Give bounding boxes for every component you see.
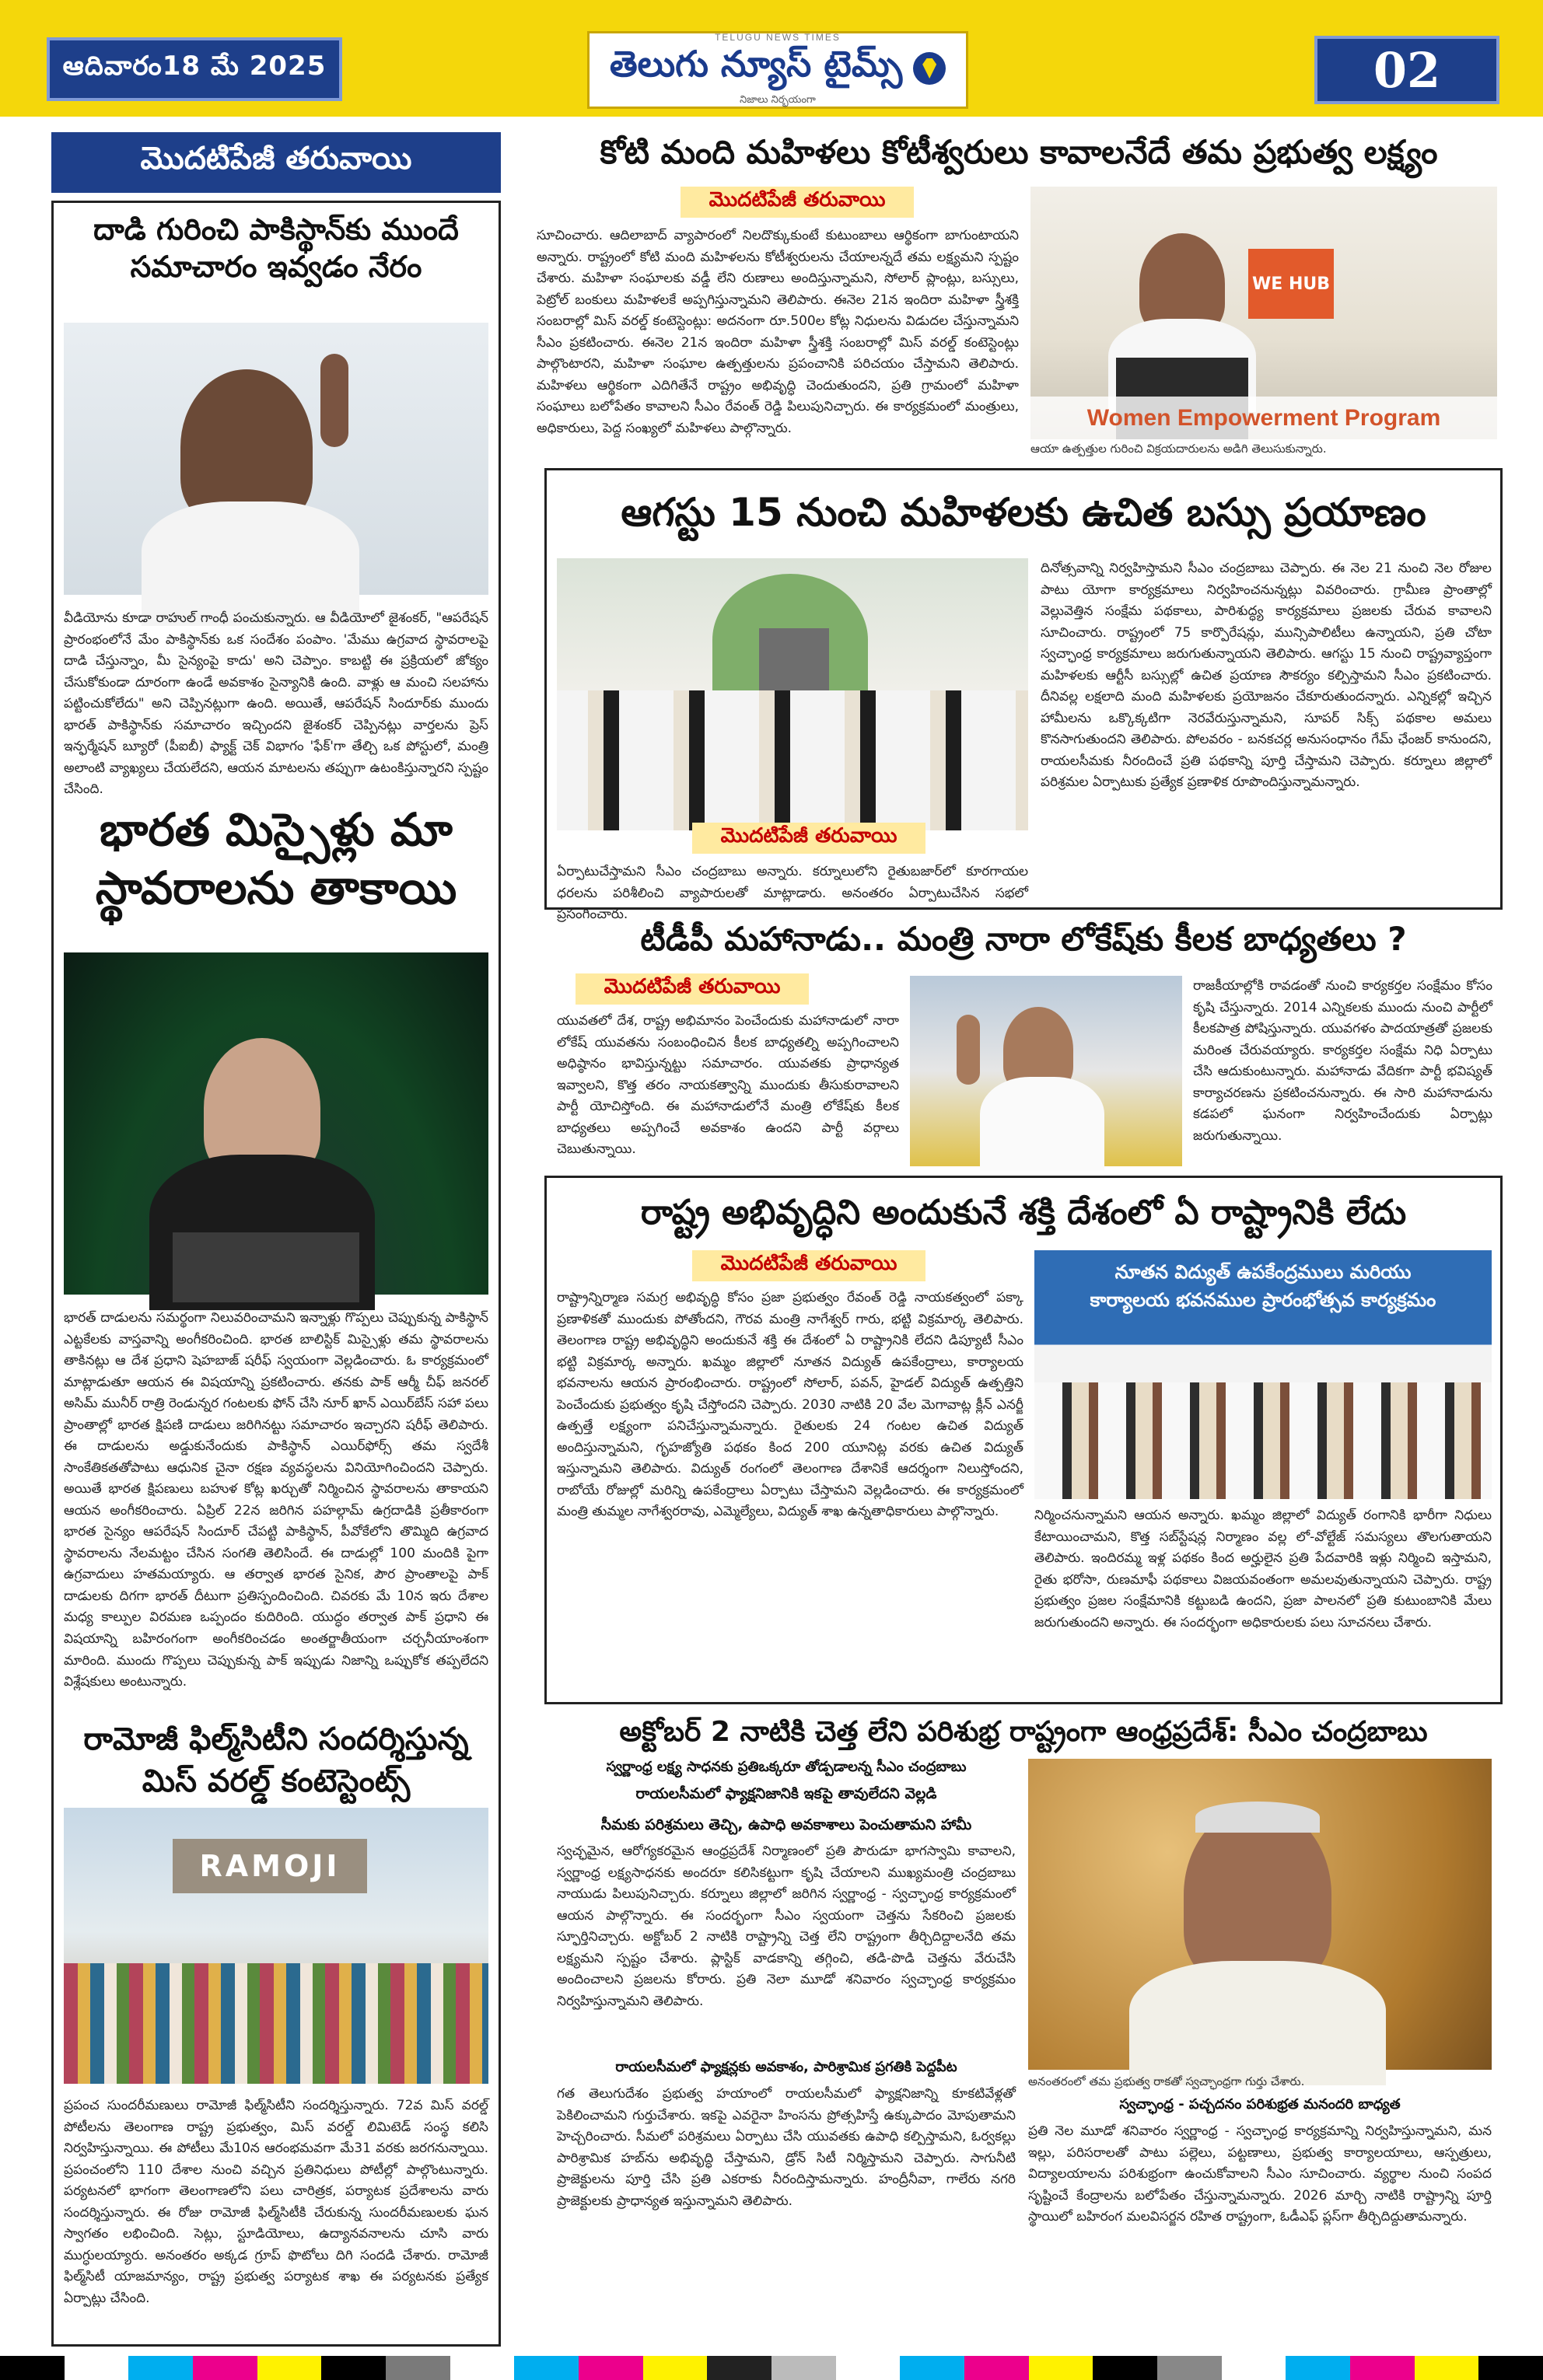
brand-name-text: తెలుగు న్యూస్ టైమ్స్ bbox=[609, 43, 903, 85]
issue-date: ఆదివారం18 మే 2025 bbox=[47, 37, 342, 101]
photo-chandrababu-inauguration bbox=[557, 558, 1028, 830]
continued-label-state-power: మొదటిపేజీ తరువాయి bbox=[692, 1250, 925, 1281]
headline-miss-world-ramoji: రామోజీ ఫిల్మ్‌సిటీని సందర్శిస్తున్న మిస్ వరల్డ్ కంటెస్టెంట్స్ bbox=[83, 1721, 469, 1799]
headline-free-bus: ఆగస్టు 15 నుంచి మహిళలకు ఉచిత బస్సు ప్రయాణం bbox=[621, 490, 1426, 535]
headline-mahanadu: టీడీపీ మహానాడు.. మంత్రి నారా లోకేష్‌కు కీలక బాధ్యతలు ? bbox=[640, 920, 1407, 958]
masthead bbox=[0, 0, 1543, 117]
photo-banner-women-program: Women Empowerment Program bbox=[1030, 397, 1497, 439]
continued-label-free-bus: మొదటిపేజీ తరువాయి bbox=[692, 823, 925, 854]
newspaper-logo bbox=[587, 31, 968, 109]
story-oct2-body2: గత తెలుగుదేశం ప్రభుత్వ హయాంలో రాయలసీమలో ఫ్యాక్షనిజాన్ని కూకటివేళ్లతో పెకిలించామని గుర్తుచేశారు. ఇకపై ఎవరైనా హింసను ప్రోత్సహిస్తే ఉక్కుపాదం మోపుతామని హెచ్చరించారు. సీమలో పరిశ్రమలు ఏర్పాటు చేసి యువతకు ఉపాధి కల్పిస్తామని, ఓర్వకల్లు పారిశ్రామిక హబ్‌ను అభివృద్ధి చేస్తామని, డ్రోన్ సిటీ నిర్మిస్తామని చెప్పారు. సాగునీటి ప్రాజెక్టులను పూర్తి చేసి ప్రతి ఎకరాకు నీరందిస్తామన్నారు. హంద్రీనీవా, గాలేరు నగరి ప్రాజెక్టులకు ప్రాధాన్యత ఇస్తున్నామని తెలిపారు. bbox=[557, 2086, 1016, 2209]
photo-chandrababu-naidu bbox=[1028, 1759, 1492, 2070]
subhead-swarnandhra: స్వర్ణాంధ్ర లక్ష్య సాధనకు ప్రతిఒక్కరూ తోడ్పడాలన్న సీఎం చంద్రబాబు bbox=[606, 1759, 967, 1775]
continued-label-mahanadu: మొదటిపేజీ తరువాయి bbox=[576, 973, 809, 1005]
page-number: 02 bbox=[1314, 36, 1499, 104]
photo-revanth-reddy-women-event bbox=[1030, 187, 1497, 439]
story-state-power-left: రాష్ట్రాన్నిర్మాణ సమగ్ర అభివృద్ధి కోసం ప్రజా ప్రభుత్వం రేవంత్ రెడ్డి నాయకత్వంలో పక్కా ప్రణాళికతో ముందుకు పోతోందని, గౌరవ మంత్రి నాగేశ్వర్ గారు, భట్టి విక్రమార్క తెలిపారు. తెలంగాణ రాష్ట్ర అభివృద్ధిని అందుకునే శక్తి ఈ దేశంలో ఏ రాష్ట్రానికి లేదని డిప్యూటీ సీఎం భట్టి విక్రమార్క అన్నారు. ఖమ్మం జిల్లాలో నూతన విద్యుత్ ఉపకేంద్రాలు, కార్యాలయ భవనాలను ఆయన ప్రారంభించారు. రాష్ట్రంలో సోలార్, పవన్, హైడల్ విద్యుత్ ఉత్పత్తిని పెంచేందుకు ప్రభుత్వం కృషి చేస్తోందని చెప్పారు. 2030 నాటికి 20 వేల మెగావాట్ల క్లీన్ ఎనర్జీ ఉత్పత్తే లక్ష్యంగా పనిచేస్తున్నామన్నారు. రైతులకు 24 గంటల ఉచిత విద్యుత్ అందిస్తున్నామని, గృహజ్యోతి పథకం కింద 200 యూనిట్ల వరకు ఉచిత విద్యుత్ ఇస్తున్నామని తెలిపారు. విద్యుత్ రంగంలో తెలంగాణ దేశానికే ఆదర్శంగా నిలుస్తోందని, రాబోయే రోజుల్లో మరిన్ని ఉపకేంద్రాలు ఏర్పాటు చేస్తామని వెల్లడించారు. ఈ కార్యక్రమంలో మంత్రి తుమ్మల నాగేశ్వరరావు, ఎమ్మెల్యేలు, విద్యుత్ శాఖ ఉన్నతాధికారులు పాల్గొన్నారు. bbox=[557, 1290, 1024, 1520]
pen-nib-icon bbox=[913, 52, 946, 85]
photo-miss-world-contestants bbox=[64, 1808, 488, 2084]
story-indian-missiles-body: భారత్ దాడులను సమర్థంగా నిలువరించామని ఇన్నాళ్లు గొప్పలు చెప్పుకున్న పాకిస్థాన్ ఎట్టకేలకు వాస్తవాన్ని అంగీకరించింది. భారత బాలిస్టిక్ మిస్సైళ్లు తమ స్థావరాలను తాకినట్లు ఆ దేశ ప్రధాని షెహబాజ్ షరీఫ్ స్వయంగా వెల్లడించారు. ఓ కార్యక్రమంలో మాట్లాడుతూ ఆయన ఈ విషయాన్ని ప్రకటించారు. తనకు పాక్ ఆర్మీ చీఫ్ జనరల్ అసిమ్ మునీర్ రాత్రి రెండున్నర గంటలకు ఫోన్ చేసి నూర్ ఖాన్ ఎయిర్‌బేస్ సహా పలు ప్రాంతాల్లో భారత క్షిపణి దాడులు జరిగినట్టు సమాచారం ఇచ్చారని షరీఫ్ తెలిపారు. ఈ దాడులను అడ్డుకునేందుకు పాకిస్థాన్ ఎయిర్‌ఫోర్స్ తమ స్వదేశీ సాంకేతికతతోపాటు ఆధునిక చైనా రక్షణ వ్యవస్థలను వినియోగించిందని చెప్పారు. అయితే భారత క్షిపణులు బహుళ కోట్ల ఖర్చుతో నిర్మించిన స్థావరాలను తాకాయని ఆయన అంగీకరించారు. ఏప్రిల్ 22న జరిగిన పహల్గామ్ ఉగ్రదాడికి ప్రతీకారంగా భారత సైన్యం ఆపరేషన్ సిందూర్ చేపట్టి పాకిస్థాన్, పీవోకేలోని తొమ్మిది ఉగ్రవాద స్థావరాలను నేలమట్టం చేసిన సంగతి తెలిసిందే. ఈ దాడుల్లో 100 మందికి పైగా ఉగ్రవాదులు హతమయ్యారు. ఆ తర్వాత భారత సైనిక, పౌర ప్రాంతాలపై పాక్ దాడులకు దిగగా భారత్ దీటుగా ప్రతిస్పందించింది. చివరకు మే 10న ఇరు దేశాల మధ్య కాల్పుల విరమణ ఒప్పందం కుదిరింది. యుద్ధం తర్వాత పాక్ ప్రధాని ఈ విషయాన్ని బహిరంగంగా అంగీకరించడం అంతర్జాతీయంగా చర్చనీయాంశంగా మారింది. ముందు గొప్పలు చెప్పుకున్న పాక్ ఇప్పుడు నిజాన్ని ఒప్పుకోక తప్పలేదని విశ్లేషకులు అంటున్నారు. bbox=[64, 1310, 488, 1690]
continued-label-women: మొదటిపేజీ తరువాయి bbox=[681, 187, 914, 218]
section-banner: మొదటిపేజీ తరువాయి bbox=[51, 132, 501, 193]
headline-state-power: రాష్ట్ర అభివృద్ధిని అందుకునే శక్తి దేశంలో ఏ రాష్ట్రానికి లేదు bbox=[640, 1193, 1407, 1232]
headline-indian-missiles: భారత మిస్సైళ్లు మా స్థావరాలను తాకాయి bbox=[95, 803, 457, 915]
story-state-power-right: నిర్మించనున్నామని ఆయన అన్నారు. ఖమ్మం జిల్లాలో విద్యుత్ రంగానికి భారీగా నిధులు కేటాయించామని, కొత్త సబ్‌స్టేషన్ల నిర్మాణం వల్ల లో-వోల్టేజ్ సమస్యలు తొలగుతాయని తెలిపారు. ఇందిరమ్మ ఇళ్ల పథకం కింద అర్హులైన ప్రతి పేదవారికి ఇళ్లు నిర్మించి ఇస్తామని, రైతు భరోసా, రుణమాఫీ పథకాలు విజయవంతంగా అమలవుతున్నాయని చెప్పారు. రాష్ట్ర ప్రభుత్వం ప్రజల సంక్షేమానికి కట్టుబడి ఉందని, ప్రజా పాలనలో ప్రతి కుటుంబానికి మేలు జరుగుతుందని అన్నారు. ఈ సందర్భంగా అధికారులకు పలు సూచనలు చేశారు. bbox=[1034, 1508, 1492, 1630]
brand-english-tag: TELUGU NEWS TIMES bbox=[715, 32, 841, 43]
ramoji-sign: RAMOJI bbox=[173, 1839, 367, 1893]
photo-nara-lokesh bbox=[910, 976, 1182, 1166]
story-mahanadu-left: యువతలో దేశ, రాష్ట్ర అభిమానం పెంచేందుకు మహానాడులో నారా లోకేష్ యువతను సంబంధించిన కీలక బాధ్యతల్ని అప్పగించాలని అధిష్ఠానం భావిస్తున్నట్టు సమాచారం. యువతకు ప్రాధాన్యత ఇవ్వాలని, కొత్త తరం నాయకత్వాన్ని ముందుకు తీసుకురావాలని పార్టీ యోచిస్తోంది. ఈ మహానాడులోనే మంత్రి లోకేష్‌కు కీలక బాధ్యతలు అప్పగించే అవకాశం ఉందని పార్టీ వర్గాలు చెబుతున్నాయి. bbox=[557, 1013, 899, 1158]
story-oct2-body3: ప్రతి నెల మూడో శనివారం స్వర్ణాంధ్ర - స్వచ్ఛాంధ్ర కార్యక్రమాన్ని నిర్వహిస్తున్నామని, మన ఇల్లు, పరిసరాలతో పాటు పల్లెలు, పట్టణాలు, ప్రభుత్వ కార్యాలయాలు, ఆస్పత్రులు, విద్యాలయాలను పరిశుభ్రంగా ఉంచుకోవాలని సీఎం సూచించారు. వ్యర్థాల నుంచి సంపద సృష్టించే కేంద్రాలను బలోపేతం చేస్తున్నామన్నారు. 2026 మార్చి నాటికి రాష్ట్రాన్ని పూర్తి స్థాయిలో బహిరంగ మలవిసర్జన రహిత రాష్ట్రంగా, ఓడీఎఫ్ ప్లస్‌గా తీర్చిదిద్దుతామన్నారు. bbox=[1028, 2123, 1492, 2225]
story-pakistan-info-body: వీడియోను కూడా రాహుల్ గాంధీ పంచుకున్నారు. ఆ వీడియోలో జైశంకర్, "ఆపరేషన్ ప్రారంభంలోనే మేం పాకిస్థాన్‌కు ఒక సందేశం పంపాం. 'మేము ఉగ్రవాద స్థావరాలపై దాడి చేస్తున్నాం, మీ సైన్యంపై కాదు' అని చెప్పాం. కాబట్టి ఈ ప్రక్రియలో జోక్యం చేసుకోకుండా దూరంగా ఉండే అవకాశం సైన్యానికి ఉంది. వాళ్లు ఆ మంచి సలహాను పట్టించుకోలేదు" అని చెప్పినట్లుగా ఉంది. అయితే, ఆపరేషన్ సిందూర్‌కు ముందు భారత్ పాకిస్థాన్‌కు సమాచారం ఇచ్చిందని జైశంకర్ చెప్పినట్లు వార్తలను ప్రెస్ ఇన్ఫర్మేషన్ బ్యూరో (పీఐబీ) ఫ్యాక్ట్ చెక్ విభాగం 'ఫేక్'గా తేల్చి ఒక పోస్టులో, మంత్రి అలాంటి వ్యాఖ్యలు చేయలేదని, ఆయన మాటలను తప్పుగా ఉటంకిస్తున్నారని స్పష్టం చేసింది. bbox=[64, 610, 488, 798]
photo-shehbaz-sharif bbox=[64, 952, 488, 1295]
brand-tagline: నిజాలు నిర్భయంగా bbox=[740, 94, 816, 106]
we-hub-logo: WE HUB bbox=[1248, 249, 1334, 319]
headline-pakistan-info: దాడి గురించి పాకిస్థాన్‌కు ముందే సమాచారం ఇవ్వడం నేరం bbox=[93, 212, 459, 284]
headline-oct2-clean-ap: అక్టోబర్ 2 నాటికి చెత్త లేని పరిశుభ్ర రాష్ట్రంగా ఆంధ్రప్రదేశ్: సీఎం చంద్రబాబు bbox=[619, 1716, 1428, 1748]
subhead-swachhandhra: స్వచ్ఛాంధ్ర - పచ్చదనం పరిశుభ్రత మనందరి బాధ్యత bbox=[1119, 2096, 1401, 2113]
photo-banner-line1: నూతన విద్యుత్ ఉపకేంద్రములు మరియు bbox=[1114, 1261, 1412, 1283]
story-miss-world-body: ప్రపంచ సుందరీమణులు రామోజీ ఫిల్మ్‌సిటీని సందర్శిస్తున్నారు. 72వ మిస్ వరల్డ్ పోటీలను తెలంగాణ రాష్ట్ర ప్రభుత్వం, మిస్ వరల్డ్ లిమిటెడ్ సంస్థ కలిసి నిర్వహిస్తున్నాయి. ఈ పోటీలు మే10న ఆరంభమవగా మే31 వరకు జరగనున్నాయి. ప్రపంచంలోని 110 దేశాల నుంచి వచ్చిన ప్రతినిధులు పోటీల్లో పాల్గొంటున్నారు. పర్యటనలో భాగంగా తెలంగాణలోని పలు చారిత్రక, పర్యాటక ప్రదేశాలను వారు సందర్శిస్తున్నారు. ఈ రోజు రామోజీ ఫిల్మ్‌సిటీకి చేరుకున్న సుందరీమణులకు ఘన స్వాగతం లభించింది. సెట్లు, స్టూడియోలు, ఉద్యానవనాలను చూసి వారు ముగ్ధులయ్యారు. అనంతరం అక్కడ గ్రూప్ ఫొటోలు దిగి సందడి చేశారు. రామోజీ ఫిల్మ్‌సిటీ యాజమాన్యం, రాష్ట్ర ప్రభుత్వ పర్యాటక శాఖ ఈ పర్యటనకు ప్రత్యేక ఏర్పాట్లు చేసింది. bbox=[64, 2098, 488, 2306]
story-oct2-body1: స్వచ్ఛమైన, ఆరోగ్యకరమైన ఆంధ్రప్రదేశ్ నిర్మాణంలో ప్రతి పౌరుడూ భాగస్వామి కావాలని, స్వర్ణాంధ్ర లక్ష్యసాధనకు అందరూ కలిసికట్టుగా కృషి చేయాలని ముఖ్యమంత్రి చంద్రబాబు నాయుడు పిలుపునిచ్చారు. కర్నూలు జిల్లాలో జరిగిన స్వర్ణాంధ్ర - స్వచ్ఛాంధ్ర కార్యక్రమంలో ఆయన పాల్గొన్నారు. ఈ సందర్భంగా సీఎం స్వయంగా చెత్తను సేకరించి ప్రజలకు స్ఫూర్తినిచ్చారు. అక్టోబర్ 2 నాటికి రాష్ట్రాన్ని చెత్త లేని రాష్ట్రంగా తీర్చిదిద్దాలనేది తమ లక్ష్యమని స్పష్టం చేశారు. ప్లాస్టిక్ వాడకాన్ని తగ్గించి, తడి-పొడి చెత్తను వేరుచేసి అందించాలని ప్రజలను కోరారు. ప్రతి నెలా మూడో శనివారం స్వచ్ఛాంధ్ర కార్యక్రమం నిర్వహిస్తున్నామని తెలిపారు. bbox=[557, 1844, 1016, 2009]
story-mahanadu-right: రాజకీయాల్లోకి రావడంతో నుంచి కార్యకర్తల సంక్షేమం కోసం కృషి చేస్తున్నారు. 2014 ఎన్నికలకు ముందు నుంచి పార్టీలో కీలకపాత్ర పోషిస్తున్నారు. యువగళం పాదయాత్రతో ప్రజలకు మరింత చేరువయ్యారు. కార్యకర్తల సంక్షేమ నిధి ఏర్పాటు చేసి ఆదుకుంటున్నారు. మహానాడు వేదికగా పార్టీ భవిష్యత్ కార్యాచరణను ప్రకటించనున్నారు. ఈ సారి మహానాడును కడపలో ఘనంగా నిర్వహించేందుకు ఏర్పాట్లు జరుగుతున్నాయి. bbox=[1193, 978, 1492, 1144]
headline-women-crorepati: కోటి మంది మహిళలు కోటీశ్వరులు కావాలనేదే తమ ప్రభుత్వ లక్ష్యం bbox=[600, 133, 1438, 171]
photo-bhatti-vikramarka-event bbox=[1034, 1250, 1492, 1499]
subhead-industries: సీమకు పరిశ్రమలు తెచ్చి, ఉపాధి అవకాశాలు పెంచుతామని హామీ bbox=[600, 1816, 972, 1833]
story-free-bus-body: దినోత్సవాన్ని నిర్వహిస్తామని సీఎం చంద్రబాబు చెప్పారు. ఈ నెల 21 నుంచి నెల రోజుల పాటు యోగా కార్యక్రమాలు నిర్వహించనున్నట్లు వివరించారు. గ్రామీణ ప్రాంతాల్లో వెల్లువెత్తిన సంక్షేమ పథకాలు, పారిశుద్ధ్య కార్యక్రమాలు ప్రజలకు చేరువ కావాలని సూచించారు. రాష్ట్రంలో 75 కార్పొరేషన్లు, మున్సిపాలిటీలు ఉన్నాయని, ప్రతి చోటా స్వచ్ఛాంధ్ర కార్యక్రమాలు జరుగుతున్నాయని తెలిపారు. ఆగస్టు 15 నుంచి రాష్ట్రవ్యాప్తంగా మహిళలకు ఆర్టీసీ బస్సుల్లో ఉచిత ప్రయాణ సౌకర్యం కల్పిస్తామని సీఎం ప్రకటించారు. దీనివల్ల లక్షలాది మంది మహిళలకు ప్రయోజనం చేకూరుతుందన్నారు. ఎన్నికల్లో ఇచ్చిన హామీలను ఒక్కొక్కటిగా నెరవేరుస్తున్నామని, సూపర్ సిక్స్ పథకాల అమలు కొనసాగుతుందని తెలిపారు. పోలవరం - బనకచర్ల అనుసంధానం గేమ్ ఛేంజర్ కానుందని, రాయలసీమకు నీరందించే ప్రతి పథకాన్ని పూర్తి చేస్తామని చెప్పారు. కర్నూలు జిల్లాలో పరిశ్రమల ఏర్పాటుకు ప్రత్యేక ప్రణాళిక రూపొందిస్తున్నామన్నారు. bbox=[1041, 561, 1492, 791]
brand-title bbox=[610, 43, 946, 94]
photo-banner-substation bbox=[1034, 1258, 1492, 1314]
caption-chandrababu: అనంతరంలో తమ ప్రభుత్వ రాకతో స్వచ్ఛాంధ్రగా గుర్తు చేశారు. bbox=[1028, 2074, 1305, 2088]
photo-rahul-gandhi bbox=[64, 323, 488, 595]
photo-banner-line2: కార్యాలయ భవనముల ప్రారంభోత్సవ కార్యక్రమం bbox=[1090, 1289, 1436, 1311]
subhead-factionism: రాయలసీమలో ఫ్యాక్షనిజానికి ఇకపై తావులేదని వెల్లడి bbox=[635, 1785, 937, 1802]
caption-women-event: ఆయా ఉత్పత్తుల గురించి విక్రయదారులను అడిగి తెలుసుకున్నారు. bbox=[1030, 442, 1327, 456]
story-women-crorepati-body: సూచించారు. ఆదిలాబాద్ వ్యాపారంలో నిలదొక్కుకుంటే కుటుంబాలు ఆర్థికంగా బాగుంటాయని అన్నారు. రాష్ట్రంలో కోటి మంది మహిళలను కోటీశ్వరులను చేయాలన్నదే తమ లక్ష్యమని స్పష్టం చేశారు. మహిళా సంఘాలకు వడ్డీ లేని రుణాలు అందిస్తున్నామని, సోలార్ ప్లాంట్లు, బస్సులు, పెట్రోల్ బంకులు మహిళలకే అప్పగిస్తున్నామని తెలిపారు. ఈనెల 21న ఇందిరా మహిళా స్త్రీశక్తి సంబరాల్లో మిస్ వరల్డ్ కంటెస్టెంట్లు: అదనంగా రూ.500ల కోట్ల నిధులను విడుదల చేస్తున్నామని సీఎం ప్రకటించారు. ఈనెల 21న ఇందిరా మహిళా స్త్రీశక్తి సంబరాల్లో మిస్ వరల్డ్ కంటెస్టెంట్లు పాల్గొంటారని, మహిళా సంఘాల ఉత్పత్తులను ప్రపంచానికి పరిచయం చేస్తామని తెలిపారు. మహిళలు ఆర్థికంగా ఎదిగితేనే రాష్ట్రం అభివృద్ధి చెందుతుందని, ప్రతి గ్రామంలో మహిళా సంఘాలు బలోపేతం కావాలని సీఎం రేవంత్ రెడ్డి పిలుపునిచ్చారు. ఈ కార్యక్రమంలో మంత్రులు, అధికారులు, పెద్ద సంఖ్యలో మహిళలు పాల్గొన్నారు. bbox=[537, 228, 1019, 436]
subhead-rayalaseema: రాయలసీమలో ఫ్యాక్షన్లకు అవకాశం, పారిశ్రామిక ప్రగతికి పెద్దపీట bbox=[615, 2059, 957, 2075]
printer-color-bar bbox=[0, 2356, 1543, 2380]
story-free-bus-bottom: ఏర్పాటుచేస్తామని సీఎం చంద్రబాబు అన్నారు. కర్నూలులోని రైతుబజార్‌లో కూరగాయల ధరలను పరిశీలించి వ్యాపారులతో మాట్లాడారు. అనంతరం ఏర్పాటుచేసిన సభలో ప్రసంగించారు. bbox=[557, 864, 1028, 923]
